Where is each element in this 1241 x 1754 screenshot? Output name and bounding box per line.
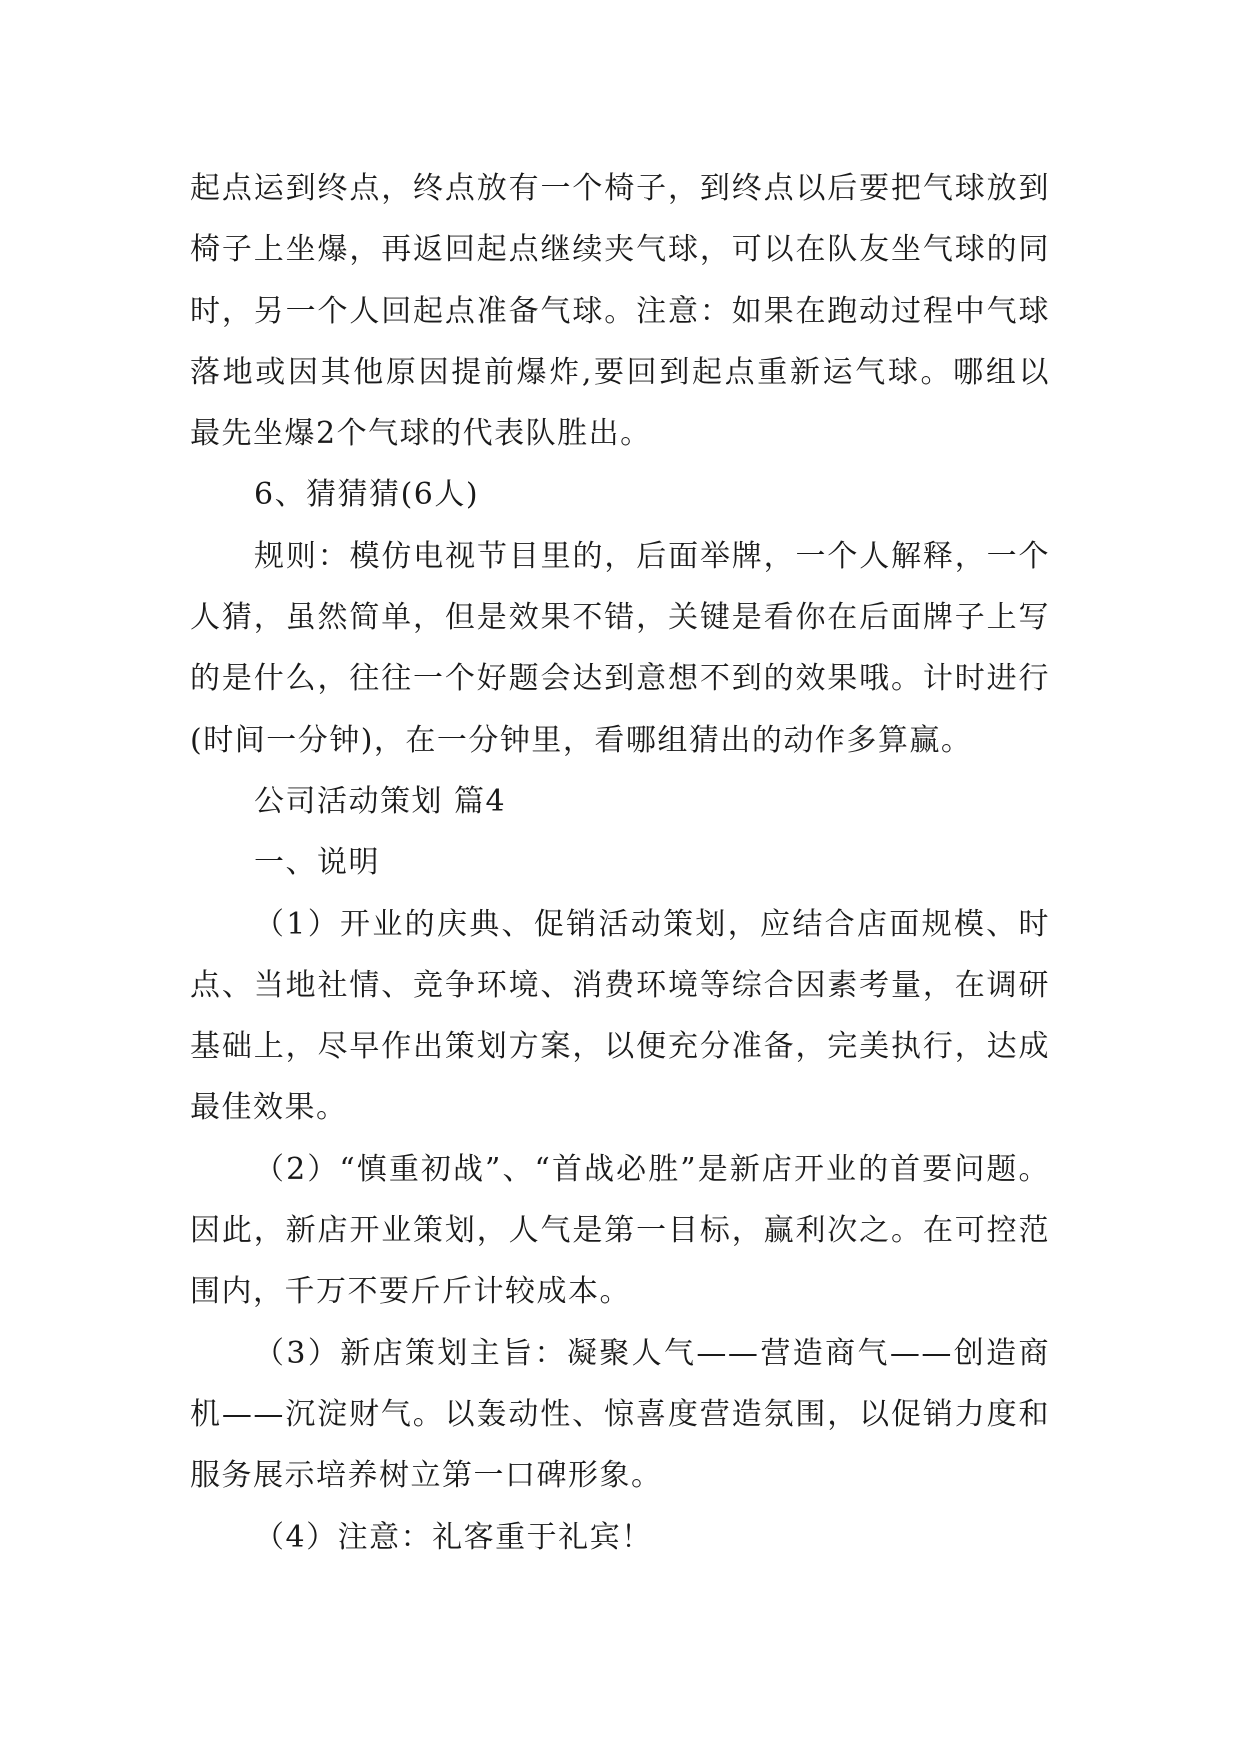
paragraph-balloon-game-continued: 起点运到终点，终点放有一个椅子，到终点以后要把气球放到椅子上坐爆，再返回起点继续夹气球，可以在队友坐气球的同时，另一个人回起点准备气球。注意：如果在跑动过程中气球落地或因其他原因提前爆炸,要回到起点重新运气球。哪组以最先坐爆2个气球的代表队胜出。 bbox=[190, 171, 1050, 452]
paragraph-game-6-rules: 规则：模仿电视节目里的，后面举牌，一个人解释，一个人猜，虽然简单，但是效果不错，关键是看你在后面牌子上写的是什么，往往一个好题会达到意想不到的效果哦。计时进行(时间一分钟)，在一分钟里，看哪组猜出的动作多算赢。 bbox=[190, 538, 1050, 758]
paragraph-item-3: （3）新店策划主旨：凝聚人气——营造商气——创造商机——沉淀财气。以轰动性、惊喜度营造氛围，以促销力度和服务展示培养树立第一口碑形象。 bbox=[190, 1335, 1050, 1494]
heading-explanation: 一、说明 bbox=[254, 845, 380, 881]
paragraph-item-1: （1）开业的庆典、促销活动策划，应结合店面规模、时点、当地社情、竞争环境、消费环境等综合因素考量，在调研基础上，尽早作出策划方案，以便充分准备，完美执行，达成最佳效果。 bbox=[190, 906, 1050, 1126]
section-title: 公司活动策划 篇4 bbox=[254, 783, 507, 819]
document-body bbox=[190, 158, 1050, 1568]
paragraph-item-4: （4）注意：礼客重于礼宾！ bbox=[254, 1519, 653, 1555]
paragraph-game-6-title: 6、猜猜猜(6人) bbox=[254, 477, 480, 513]
paragraph-item-2: （2）“慎重初战”、“首战必胜”是新店开业的首要问题。因此，新店开业策划，人气是第一目标，赢利次之。在可控范围内，千万不要斤斤计较成本。 bbox=[190, 1151, 1050, 1310]
